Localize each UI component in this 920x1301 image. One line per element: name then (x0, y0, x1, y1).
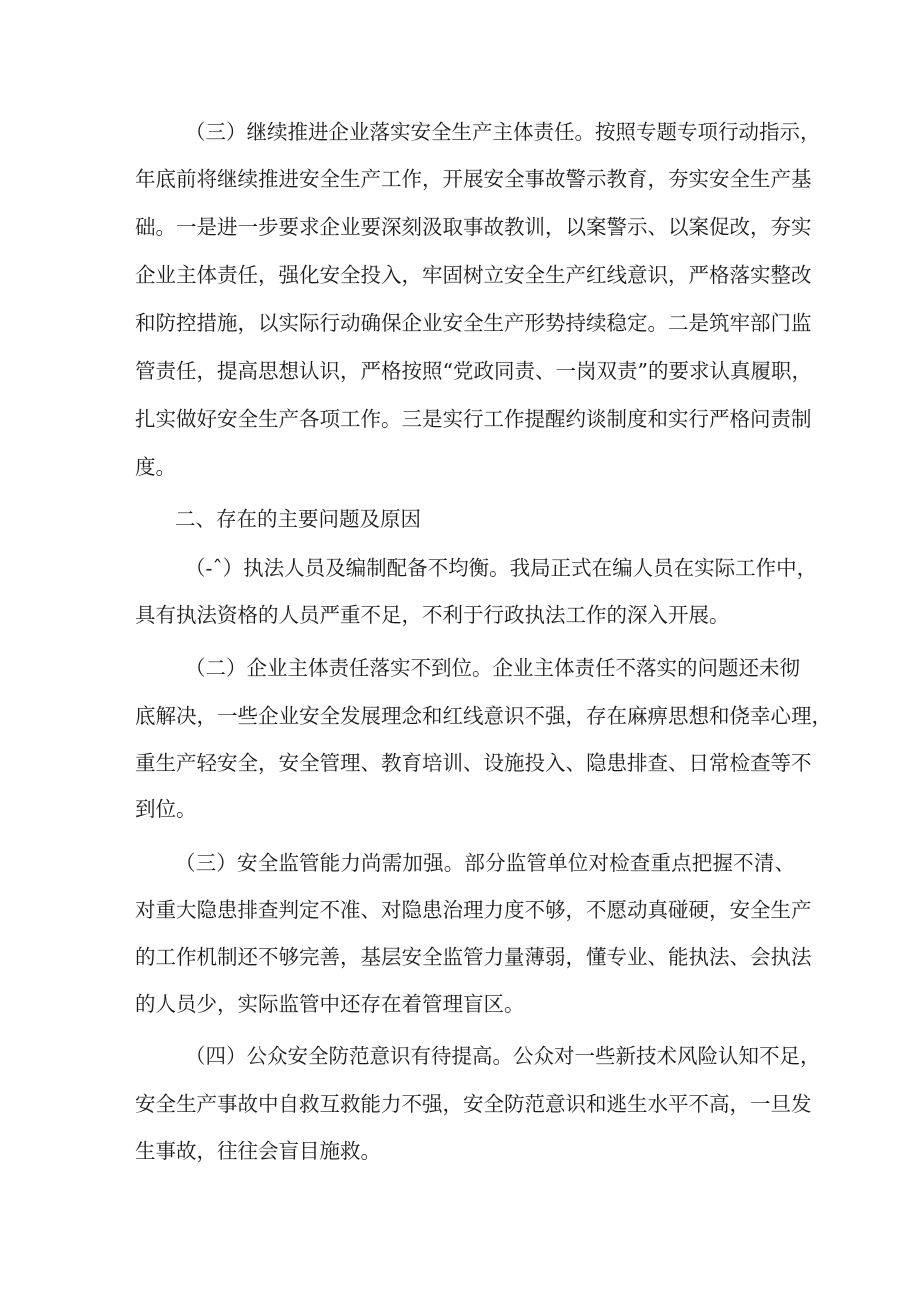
paragraph-line: 重生产轻安全，安全管理、教育培训、设施投入、隐患排查、日常检查等不 (135, 751, 812, 775)
paragraph-line: （二）企业主体责任落实不到位。企业主体责任不落实的问题还未彻 (185, 656, 800, 680)
paragraph-line: 础。一是进一步要求企业要深刻汲取事故教训，以案警示、以案促改，夯实 (135, 215, 812, 239)
paragraph-line: 到位。 (135, 797, 197, 821)
paragraph-line: （四）公众安全防范意识有待提高。公众对一些新技术风险认知不足， (185, 1044, 821, 1068)
paragraph-line: 具有执法资格的人员严重不足，不利于行政执法工作的深入开展。 (135, 603, 730, 627)
paragraph-line: 度。 (135, 455, 176, 479)
paragraph-line: （三）安全监管能力尚需加强。部分监管单位对检查重点把握不清、 (175, 851, 795, 875)
paragraph-line: 年底前将继续推进安全生产工作，开展安全事故警示教育，夯实安全生产基 (135, 167, 812, 191)
paragraph-line: 扎实做好安全生产各项工作。三是实行工作提醒约谈制度和实行严格问责制 (135, 407, 812, 431)
paragraph-line: 底解决，一些企业安全发展理念和红线意识不强，存在麻痹思想和侥幸心理， (135, 704, 832, 728)
paragraph-line: （-ˆ）执法人员及编制配备不均衡。我局正式在编人员在实际工作中， (185, 556, 818, 580)
paragraph-line: 和防控措施，以实际行动确保企业安全生产形势持续稳定。二是筑牢部门监 (135, 311, 812, 335)
paragraph-line: 的工作机制还不够完善，基层安全监管力量薄弱，懂专业、能执法、会执法 (135, 945, 812, 969)
paragraph-line: 的人员少，实际监管中还存在着管理盲区。 (135, 992, 525, 1016)
paragraph-line: （三）继续推进企业落实安全生产主体责任。按照专题专项行动指示， (185, 120, 821, 144)
paragraph-line: 管责任，提高思想认识，严格按照“党政同责、一岗双责”的要求认真履职， (135, 359, 812, 383)
paragraph-line: 生事故，往往会盲目施救。 (135, 1139, 381, 1163)
paragraph-line: 企业主体责任，强化安全投入，牢固树立安全生产红线意识，严格落实整改 (135, 263, 812, 287)
paragraph-line: 对重大隐患排查判定不准、对隐患治理力度不够，不愿动真碰硬，安全生产 (135, 898, 812, 922)
paragraph-line: 安全生产事故中自救互救能力不强，安全防范意识和逃生水平不高，一旦发 (135, 1092, 812, 1116)
section-heading: 二、存在的主要问题及原因 (175, 507, 421, 531)
